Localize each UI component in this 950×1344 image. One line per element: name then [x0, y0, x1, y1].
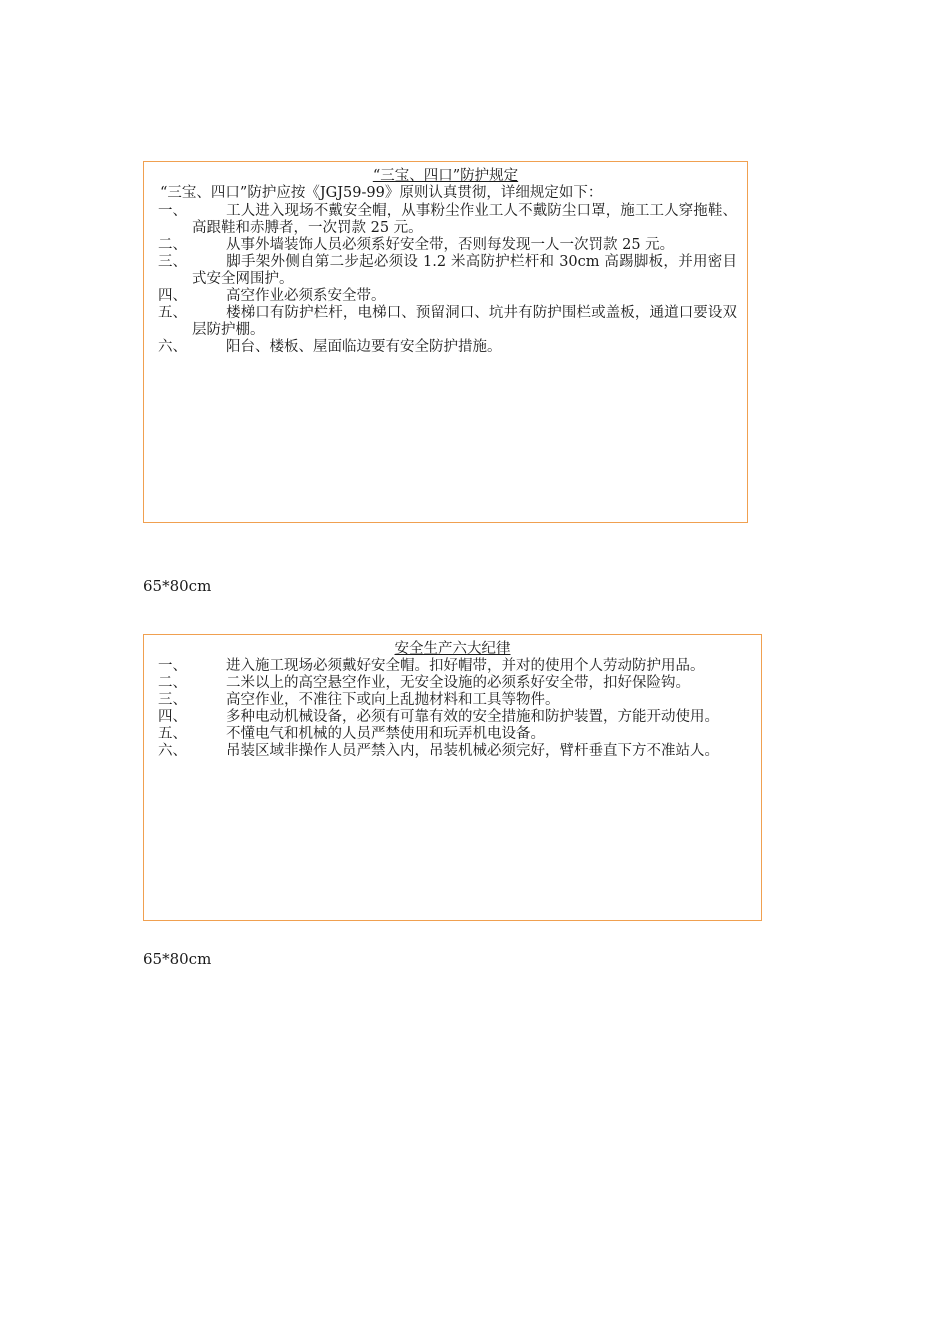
rule-text: 高空作业必须系安全带。: [226, 288, 386, 304]
rule-item: [158, 692, 753, 709]
rule-number: 四、: [158, 288, 187, 304]
rule-text: 脚手架外侧自第二步起必须设 1.2 米高防护栏杆和 30cm 高踢脚板，并用密目式安全网围护。: [192, 254, 737, 287]
rule-item: [158, 254, 737, 288]
rule-item: [158, 743, 753, 760]
rule-item: [158, 675, 753, 692]
sign-title: “三宝、四口”防护规定: [372, 168, 519, 184]
rule-item: [158, 203, 737, 237]
rule-text: 二米以上的高空悬空作业，无安全设施的必须系好安全带，扣好保险钩。: [226, 675, 690, 691]
rule-item: [158, 726, 753, 743]
rule-number: 六、: [158, 339, 187, 355]
rule-number: 一、: [158, 658, 187, 674]
rule-text: 从事外墙装饰人员必须系好安全带，否则每发现一人一次罚款 25 元。: [226, 237, 675, 253]
rule-text: 进入施工现场必须戴好安全帽。扣好帽带，并对的使用个人劳动防护用品。: [226, 658, 705, 674]
size-caption: 65*80cm: [143, 577, 212, 595]
rule-number: 四、: [158, 709, 187, 725]
rule-item: [158, 305, 737, 339]
rule-text: 吊装区域非操作人员严禁入内，吊装机械必须完好，臂杆垂直下方不准站人。: [226, 743, 719, 759]
rule-text: 高空作业，不准往下或向上乱抛材料和工具等物件。: [226, 692, 560, 708]
sign-board-six-disciplines: [143, 634, 762, 921]
rule-number: 五、: [158, 305, 187, 321]
rule-item: [158, 339, 737, 356]
rule-list: [158, 203, 737, 356]
sign-board-three-treasures: [143, 161, 748, 523]
rule-item: [158, 709, 753, 726]
rule-number: 三、: [158, 692, 187, 708]
sign-title: 安全生产六大纪律: [394, 641, 511, 657]
rule-number: 五、: [158, 726, 187, 742]
rule-text: 楼梯口有防护栏杆，电梯口、预留洞口、坑井有防护围栏或盖板，通道口要设双层防护棚。: [192, 305, 737, 338]
rule-item: [158, 288, 737, 305]
size-caption: 65*80cm: [143, 950, 212, 968]
rule-item: [158, 237, 737, 254]
rule-number: 二、: [158, 237, 187, 253]
sign-intro: “三宝、四口”防护应按《JGJ59-99》原则认真贯彻，详细规定如下：: [160, 185, 603, 201]
rule-number: 六、: [158, 743, 187, 759]
rule-number: 三、: [158, 254, 187, 270]
rule-text: 不懂电气和机械的人员严禁使用和玩弄机电设备。: [226, 726, 545, 742]
rule-item: [158, 658, 753, 675]
rule-number: 二、: [158, 675, 187, 691]
rule-list: [158, 658, 753, 760]
rule-number: 一、: [158, 203, 187, 219]
rule-text: 多种电动机械设备，必须有可靠有效的安全措施和防护装置，方能开动使用。: [226, 709, 719, 725]
rule-text: 工人进入现场不戴安全帽，从事粉尘作业工人不戴防尘口罩，施工工人穿拖鞋、高跟鞋和赤膊者，一次罚款 25 元。: [192, 203, 737, 236]
rule-text: 阳台、楼板、屋面临边要有安全防护措施。: [226, 339, 502, 355]
